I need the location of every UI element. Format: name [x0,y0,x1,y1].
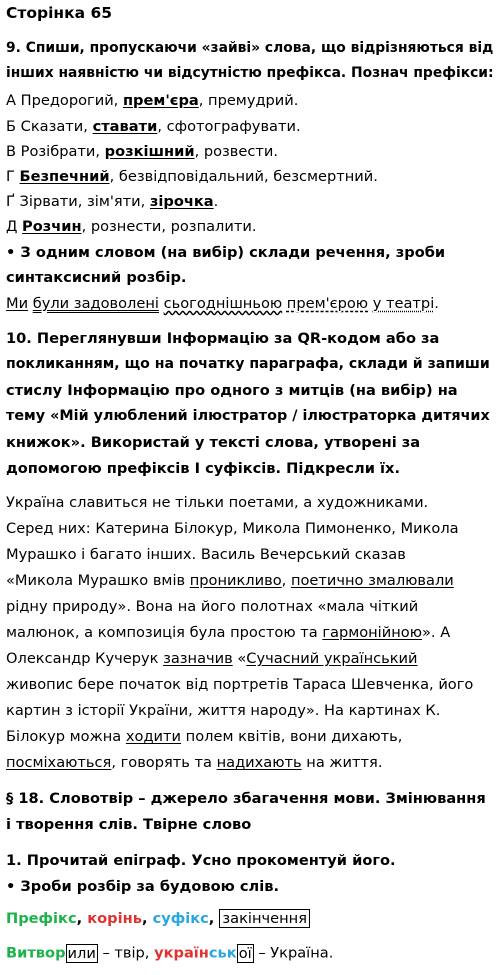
ex10-task-line-4: тему «Мій улюблений ілюстратор / ілюстраторка дитячих [6,408,490,424]
ex10-text-line-5: рідну природу». Вона на його полотнах «мала чіткий [6,598,419,615]
underlined-word: зазначив [163,650,233,667]
ex9-subtask-line-2: синтаксисний розбір. [6,269,187,286]
sentence-end: . [434,295,439,312]
ex10-task-line-5: книжок». Використай у тексті слова, утворені за [6,434,421,451]
line-7-sep: « [232,650,247,667]
item-g-text: Ґ Зірвати, зім'яти, [6,193,150,210]
item-h-odd-word: Безпечний [19,168,110,185]
ex9-item-a [6,92,298,109]
item-v-rest: , розвести. [194,143,279,160]
ex10-text-line-4 [6,572,454,589]
morpheme-legend [6,910,310,927]
line-6-rest: ». А [421,624,451,641]
legend-suffix: суфікс [152,910,209,927]
item-a-text: А Предорогий, [6,92,123,109]
ex10-text-line-11 [6,754,382,771]
ex9-task-line-1: 9. Спиши, пропускаючи «зайві» слова, що відрізняються від [6,40,494,56]
ex9-item-d [6,218,257,235]
ex10-text-line-9: картин з історії України, життя народу». На картинах К. [6,702,441,719]
word-2-ending: ої [238,945,252,962]
adverbial-words: у театрі [372,295,435,312]
ex10-text-line-6 [6,624,450,641]
underlined-word: Сучасний український [246,650,418,667]
attribute-word: сьогоднішньою [163,295,283,312]
ex10-task-line-2: покликанням, що на початку параграфа, склади й запиши [6,356,490,372]
line-11-rest: на життя. [301,754,383,771]
ex10-text-line-7 [6,650,418,667]
word-2-root: україн [154,944,209,962]
line-11-text: , говорять та [111,754,217,771]
item-g-rest: . [213,193,219,210]
word-1-ending: или [67,945,96,962]
underlined-word: проникливо [189,572,282,589]
line-10-text: Білокур можна [6,728,126,745]
section-title-line-1: § 18. Словотвір – джерело збагачення мови. Змінювання [6,790,486,807]
ex10-text-line-2: Серед них: Катерина Білокур, Микола Пимоненко, Микола [6,520,459,537]
item-v-odd-word: розкішний [104,143,195,160]
predicate-words: були задоволені [32,295,159,312]
underlined-word: гармонійною [322,624,422,641]
ex9-item-v [6,143,278,160]
line-6-text: малюнок, а композиція була простою та [6,624,323,641]
item-a-odd-word: прем'єра [122,92,199,109]
ex10-task-line-6: допомогою префіксів І суфіксів. Підкресли їх. [6,460,401,477]
legend-sep: , [208,910,220,927]
ex10-text-line-10 [6,728,402,745]
object-word: прем'єрою [286,295,369,312]
legend-root: корінь [87,910,142,927]
item-d-text: Д [6,218,23,235]
word-2-suffix: ськ [208,944,237,962]
item-b-text: Б Сказати, [6,118,93,135]
legend-sep: , [76,910,88,927]
item-d-odd-word: Розчин [22,218,82,235]
ex10-text-line-8: живопис бере початок від портретів Тараса Шевченка, його [6,676,474,693]
underlined-word: поетично змалювали [290,572,454,589]
ex10-task-line-1: 10. Переглянувши Інформацію за QR-кодом або за [6,330,440,347]
item-d-rest: , рознести, розпалити. [81,218,257,235]
ex9-subtask-line-1: • З одним словом (на вибір) склади речення, зроби [6,244,446,261]
line-4-text: «Микола Мурашко вмів [6,572,190,589]
legend-ending: закінчення [219,909,310,928]
underlined-word: ходити [125,728,182,745]
legend-prefix: Префікс [6,910,77,927]
ex9-task-line-2: інших наявністю чи відсутністю префікса. Познач префікси: [6,65,494,81]
ex9-item-g [6,193,218,210]
ex1-task-line-2: • Зроби розбір за будовою слів. [6,878,279,895]
item-v-text: В Розібрати, [6,143,105,160]
underlined-word: посміхаються [6,754,112,771]
word-2-rest: – Україна. [253,944,334,962]
ex10-task-line-3: стислу Інформацію про одного з митців (на вибір) на [6,382,458,399]
word-1-rest: – твір, [97,944,155,962]
line-10-rest: полем квітів, вони дихають, [181,728,403,745]
item-b-odd-word: ставати [92,118,158,135]
ex10-text-line-3: Мурашко і багато інших. Василь Вечерський сказав [6,546,406,563]
line-7-text: Олександр Кучерук [6,650,164,667]
legend-sep: , [141,910,153,927]
word-1-root: Витвор [6,944,66,962]
underlined-word: надихають [216,754,302,771]
morpheme-example [6,944,333,963]
ex9-item-h [6,168,378,185]
item-a-rest: , премудрий. [198,92,299,109]
line-4-sep: , [281,572,291,589]
subject-word: Ми [6,295,29,312]
item-b-rest: , сфотографувати. [157,118,301,135]
section-title-line-2: і творення слів. Твірне слово [6,816,252,833]
ex10-text-line-1: Україна славиться не тільки поетами, а художниками. [6,494,429,511]
ex1-task-line-1: 1. Прочитай епіграф. Усно прокоментуй його. [6,852,396,869]
ex9-item-b [6,118,301,135]
item-h-rest: , безвідповідальний, безсмертний. [109,168,378,185]
page-heading: Сторінка 65 [6,4,113,22]
item-h-text: Г [6,168,20,185]
ex9-answer-sentence [6,295,439,312]
item-g-odd-word: зірочка [149,193,214,210]
